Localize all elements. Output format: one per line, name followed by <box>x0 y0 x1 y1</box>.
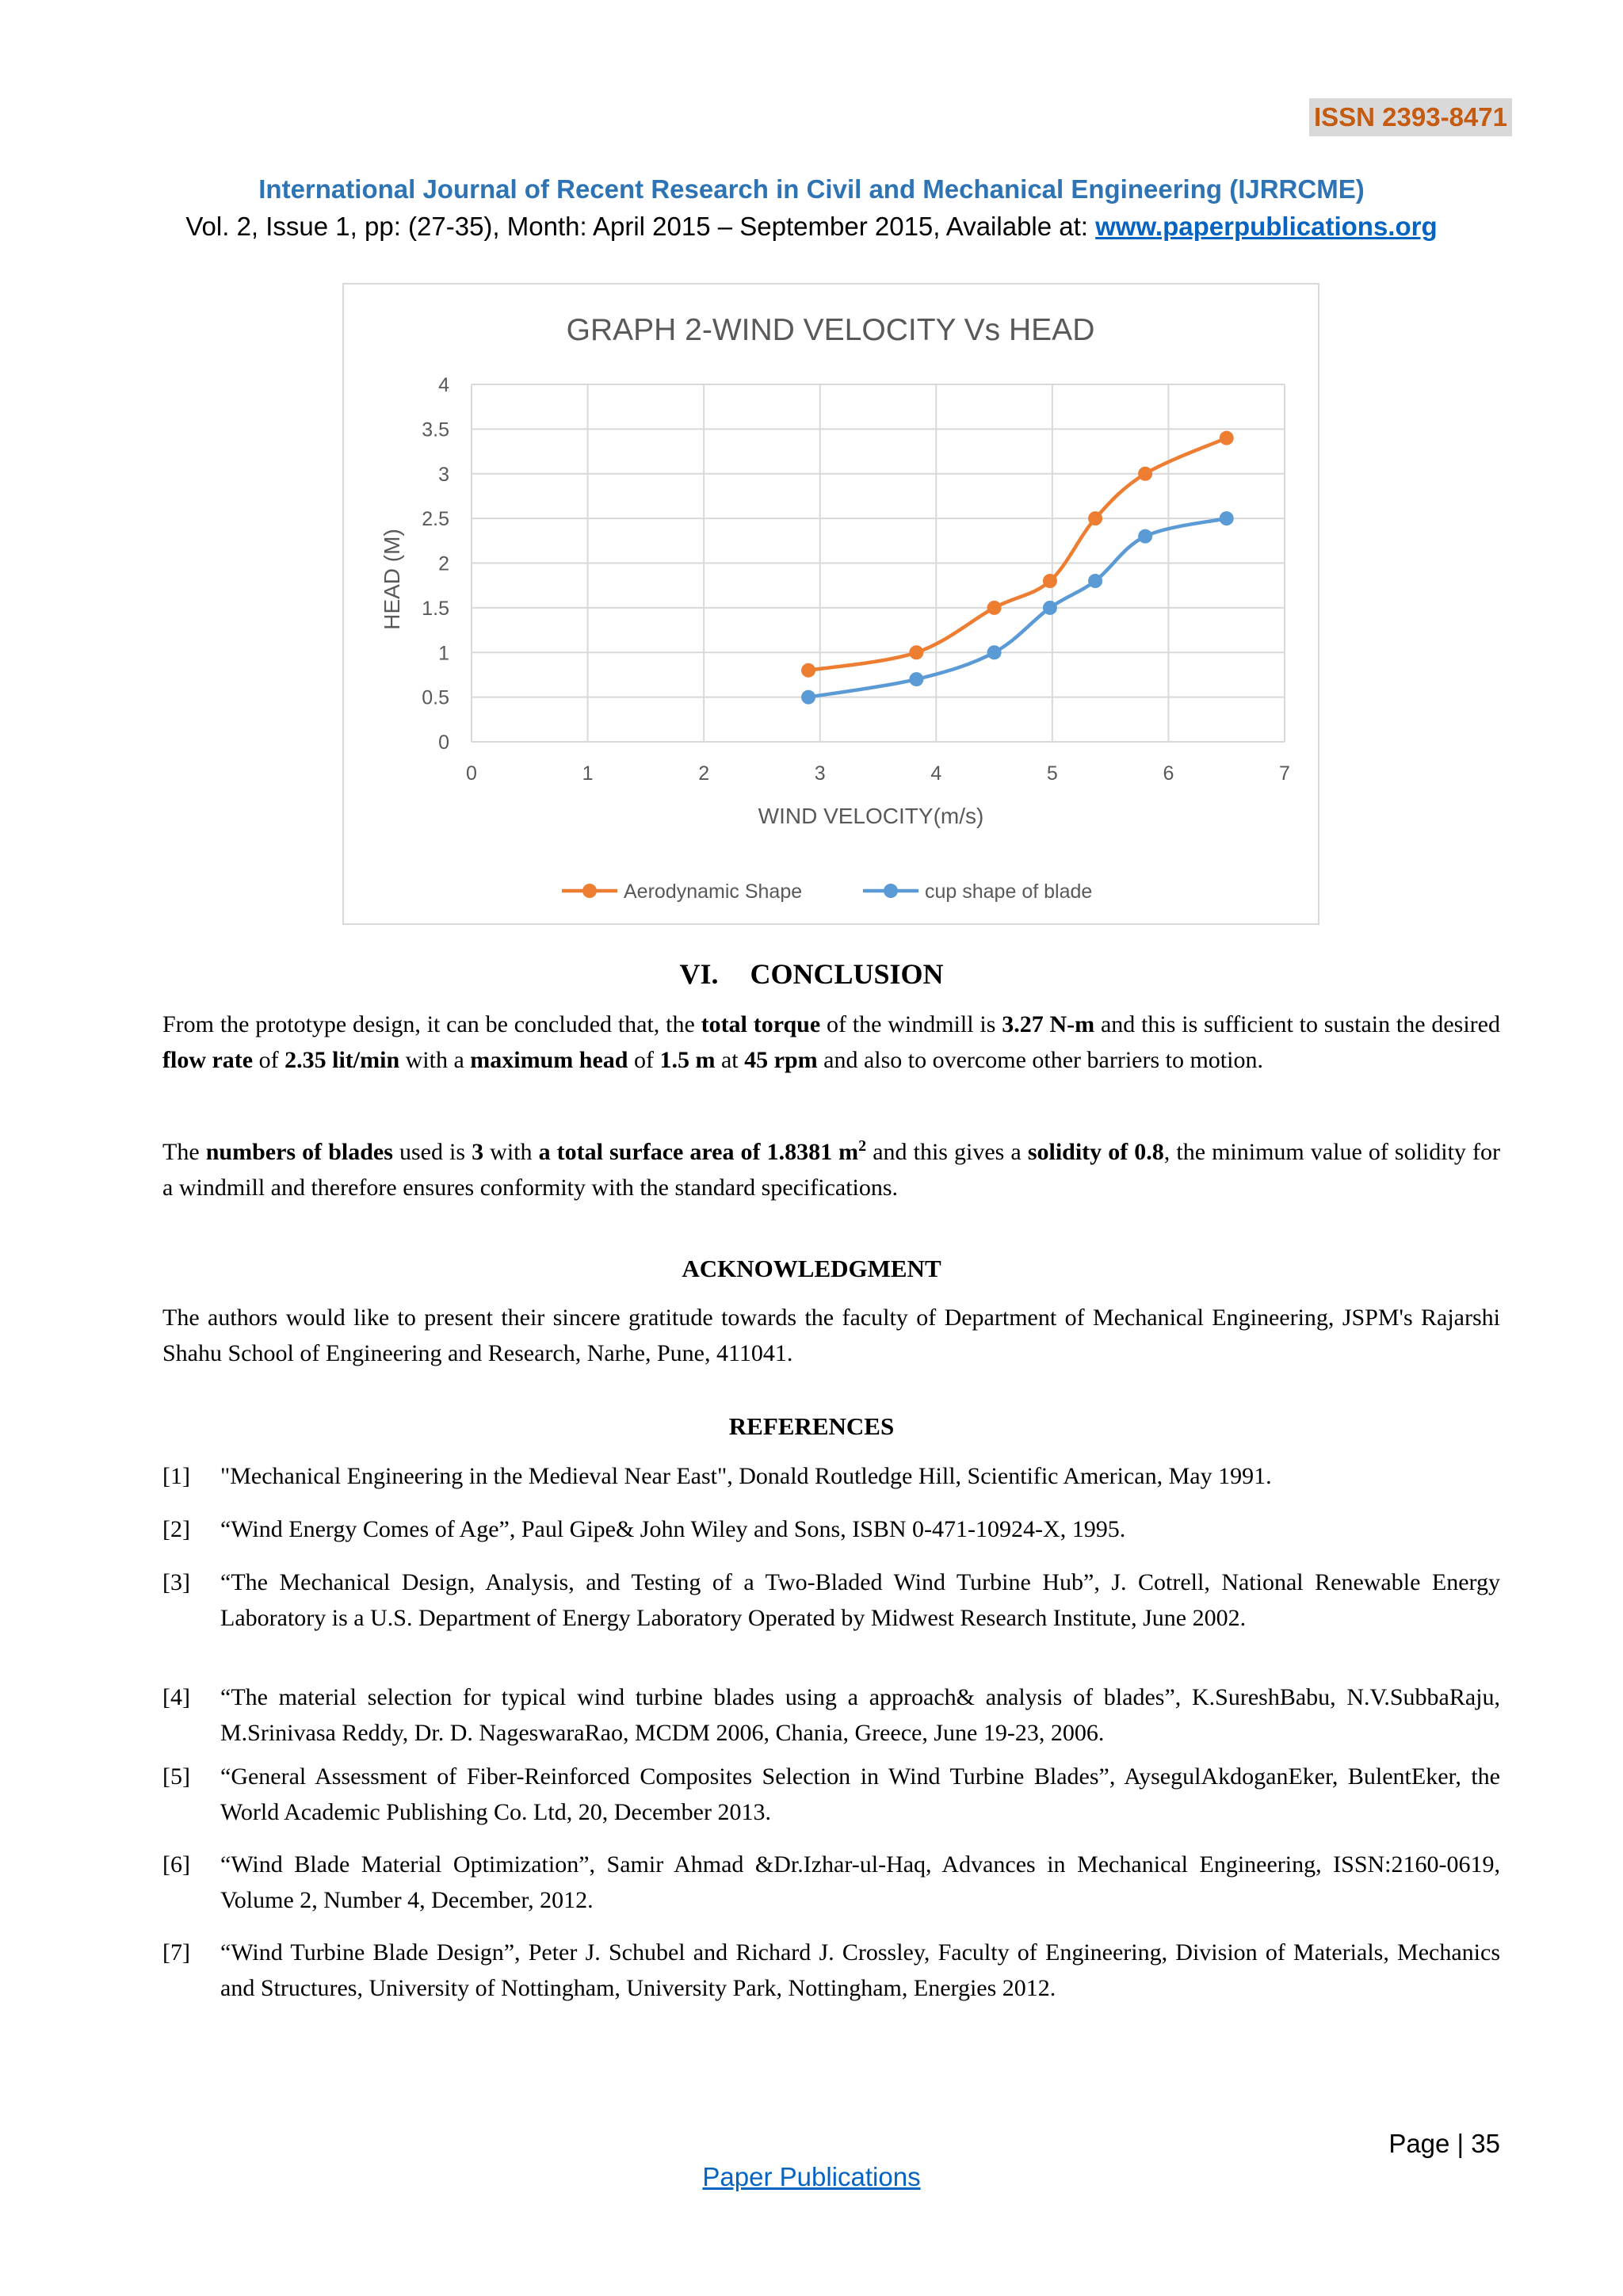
reference-item <box>162 1511 1500 1547</box>
x-tick-label: 6 <box>1163 762 1174 785</box>
text-run: , the minimum value of solidity for a windmill and therefore ensures conformity with the standard specifications. <box>162 1139 1500 1201</box>
bold-run: solidity of 0.8 <box>1027 1139 1164 1165</box>
legend-swatch-marker <box>582 884 597 898</box>
text-run: used is <box>392 1139 472 1165</box>
reference-text: "Mechanical Engineering in the Medieval Near East", Donald Routledge Hill, Scientific American, May 1991. <box>220 1463 1272 1489</box>
data-point <box>1138 467 1152 481</box>
reference-text: “The Mechanical Design, Analysis, and Testing of a Two-Bladed Wind Turbine Hub”, J. Cotrell, National Renewable Energy Laboratory is a U.S. Department of Energy Laboratory Operated by Midwest Research Institute, June 2002. <box>220 1569 1500 1631</box>
text-run: The <box>162 1139 206 1165</box>
conclusion-heading-number: VI. <box>679 958 719 990</box>
legend-label: Aerodynamic Shape <box>624 881 803 903</box>
text-run: with a <box>399 1047 471 1073</box>
data-point <box>987 645 1002 659</box>
issn-badge: ISSN 2393-8471 <box>1309 98 1512 136</box>
bold-run: maximum head <box>470 1047 628 1073</box>
legend-swatch-marker <box>884 884 898 898</box>
chart-legend <box>562 881 1092 903</box>
reference-item <box>162 1564 1500 1636</box>
y-tick-label: 1.5 <box>422 597 449 620</box>
reference-number: [5] <box>162 1763 190 1790</box>
data-point <box>1220 511 1234 525</box>
superscript: 2 <box>858 1137 867 1155</box>
data-point <box>909 672 923 686</box>
y-tick-label: 0 <box>438 732 449 754</box>
x-tick-label: 2 <box>698 762 710 785</box>
conclusion-paragraph-1 <box>162 1007 1500 1078</box>
x-tick-label: 3 <box>814 762 826 785</box>
text-run: of <box>253 1047 285 1073</box>
reference-text: “The material selection for typical wind turbine blades using a approach& analysis of blades”, K.SureshBabu, N.V.SubbaRaju, M.Srinivasa Reddy, Dr. D. NageswaraRao, MCDM 2006, Chania, Greece, June 19-23, 2006. <box>220 1684 1500 1746</box>
bold-run: 1.5 m <box>659 1047 716 1073</box>
journal-title: International Journal of Recent Research in Civil and Mechanical Engineering (IJRRCME) <box>258 174 1365 204</box>
page-number: Page | 35 <box>1388 2129 1500 2158</box>
acknowledgment-text: The authors would like to present their sincere gratitude towards the faculty of Department of Mechanical Engineering, JSPM's Rajarshi Shahu School of Engineering and Research, Narhe, Pune, 411041. <box>162 1305 1500 1366</box>
chart-y-axis-label: HEAD (M) <box>380 529 404 630</box>
bold-run: total torque <box>701 1011 821 1037</box>
reference-item <box>162 1458 1500 1494</box>
x-tick-label: 7 <box>1279 762 1290 785</box>
text-run: and also to overcome other barriers to motion. <box>817 1047 1263 1073</box>
text-run: and this is sufficient to sustain the desired <box>1094 1011 1500 1037</box>
journal-info-text: Vol. 2, Issue 1, pp: (27-35), Month: April 2015 – September 2015, Available at: <box>185 212 1096 241</box>
reference-text: “General Assessment of Fiber-Reinforced Composites Selection in Wind Turbine Blades”, AysegulAkdoganEker, BulentEker, the World Academic Publishing Co. Ltd, 20, December 2013. <box>220 1763 1500 1825</box>
y-tick-label: 3.5 <box>422 418 449 441</box>
data-point <box>1220 431 1234 445</box>
chart-container <box>342 283 1319 925</box>
data-point <box>1043 574 1057 588</box>
reference-number: [6] <box>162 1851 190 1878</box>
wind-velocity-head-chart <box>344 285 1318 923</box>
bold-run: 3 <box>472 1139 484 1165</box>
x-tick-label: 4 <box>930 762 942 785</box>
publisher-link[interactable]: Paper Publications <box>702 2162 921 2191</box>
reference-number: [7] <box>162 1939 190 1966</box>
x-tick-label: 5 <box>1046 762 1058 785</box>
text-run: From the prototype design, it can be concluded that, the <box>162 1011 701 1037</box>
text-run: of the windmill is <box>820 1011 1002 1037</box>
chart-title: GRAPH 2-WIND VELOCITY Vs HEAD <box>566 313 1095 347</box>
text-run: of <box>628 1047 660 1073</box>
x-tick-label: 0 <box>466 762 477 785</box>
reference-number: [2] <box>162 1516 190 1542</box>
text-run: at <box>715 1047 745 1073</box>
y-tick-label: 3 <box>438 463 449 486</box>
bold-run: 3.27 N-m <box>1002 1011 1095 1037</box>
chart-x-axis-label: WIND VELOCITY(m/s) <box>758 804 984 828</box>
data-point <box>909 645 923 659</box>
y-tick-label: 4 <box>438 374 449 396</box>
reference-item <box>162 1759 1500 1830</box>
reference-number: [3] <box>162 1569 190 1595</box>
data-point <box>1138 529 1152 544</box>
journal-website-link[interactable]: www.paperpublications.org <box>1095 212 1438 241</box>
conclusion-paragraph-2 <box>162 1134 1500 1205</box>
reference-item <box>162 1847 1500 1918</box>
references-heading: REFERENCES <box>728 1412 895 1440</box>
y-tick-label: 1 <box>438 642 449 665</box>
y-tick-label: 2.5 <box>422 508 449 531</box>
reference-text: “Wind Energy Comes of Age”, Paul Gipe& John Wiley and Sons, ISBN 0-471-10924-X, 1995. <box>220 1516 1126 1542</box>
x-tick-label: 1 <box>582 762 594 785</box>
bold-run: 2.35 lit/min <box>285 1047 400 1073</box>
conclusion-heading-text: CONCLUSION <box>750 958 944 990</box>
bold-run: 45 rpm <box>744 1047 818 1073</box>
reference-text: “Wind Turbine Blade Design”, Peter J. Schubel and Richard J. Crossley, Faculty of Engineering, Division of Materials, Mechanics and Structures, University of Nottingham, University Park, Nottingham, Energies 2012. <box>220 1939 1500 2001</box>
data-point <box>801 663 815 678</box>
data-point <box>987 601 1002 615</box>
bold-run: flow rate <box>162 1047 254 1073</box>
y-tick-label: 2 <box>438 552 449 575</box>
journal-info <box>0 210 1623 243</box>
reference-item <box>162 1935 1500 2006</box>
y-tick-label: 0.5 <box>422 686 449 709</box>
acknowledgment-heading: ACKNOWLEDGMENT <box>682 1255 941 1282</box>
data-point <box>801 690 815 705</box>
reference-text: “Wind Blade Material Optimization”, Samir Ahmad &Dr.Izhar-ul-Haq, Advances in Mechanical Engineering, ISSN:2160-0619, Volume 2, Number 4, December, 2012. <box>220 1851 1500 1913</box>
data-point <box>1088 574 1102 588</box>
reference-number: [4] <box>162 1684 190 1710</box>
data-point <box>1043 601 1057 615</box>
reference-number: [1] <box>162 1463 190 1489</box>
chart-tick-labels <box>422 374 1290 785</box>
conclusion-heading <box>0 957 1623 992</box>
text-run: with <box>483 1139 539 1165</box>
bold-run: numbers of blades <box>205 1139 393 1165</box>
data-point <box>1088 511 1102 525</box>
text-run: and this gives a <box>866 1139 1028 1165</box>
legend-label: cup shape of blade <box>925 881 1093 903</box>
reference-item <box>162 1679 1500 1751</box>
bold-run: a total surface area of 1.8381 m <box>538 1139 859 1165</box>
